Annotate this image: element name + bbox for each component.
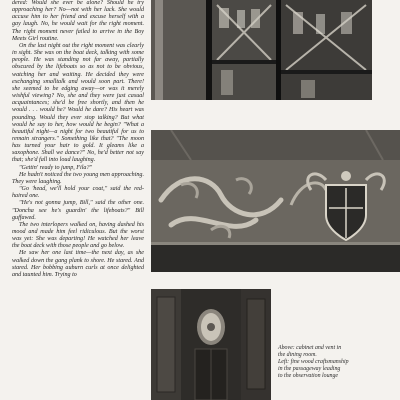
photo-caption [278, 345, 390, 380]
caption-line: Above: cabinet and vent in [278, 345, 342, 351]
article-paragraph: "Go 'head, we'll hold your coat," said the red-haired one. [12, 186, 144, 200]
article-paragraph: He hadn't noticed the two young men approaching. They were laughing. [12, 171, 144, 185]
article-paragraph: He saw her one last time—the next day, as she walked down the gang plank to shore. He stared. And stared. Her bobbing auburn curls at once delighted and taunted him. Trying to [12, 250, 144, 278]
caption-line: the dining room. [278, 352, 317, 358]
article-paragraph: "Gettin' ready to jump, Fila?" [19, 164, 93, 171]
caption-line: to the observation lounge [278, 373, 339, 379]
article-paragraph: "He's not gonna jump, Bill," said the other one. "Doncha see he's guardin' the lifeboats?" Bill guffawed. [12, 200, 144, 221]
glass-cabinet-photo [151, 0, 372, 100]
carved-wood-vent-photo [151, 130, 400, 272]
wood-paneled-passageway-photo [151, 289, 271, 400]
caption-line: Left: fine wood craftsmanship [278, 359, 349, 365]
article-text-column [12, 0, 144, 400]
article-paragraph: The two interlopers walked on, having dashed his mood and made him feel ridiculous. But the worst was yet: She was departing! He watched her leave the boat deck with those people and go below. [12, 221, 144, 250]
article-paragraph: dered: Would she ever be alone? Should he try approaching her? No—not with her lack. She would accuse him to her friend and excuse herself with a gay laugh. No, he would wait for the right moment. The right moment never failed to arrive in the Boy Meets Girl routine. [12, 0, 144, 42]
caption-line: in the passageway leading [278, 366, 341, 372]
article-paragraph: On the last night out the right moment was clearly in sight. She was on the boat deck, talking with some people. He was standing not far away, partially obscured by the lifeboats so as not to be obvious, watching her and waiting. He decided they were exchanging smalltalk and would soon part. There! she seemed to be edging away—or was it merely wishful viewing? No, she and they were just casual acquaintances; she'd be free shortly, and then he would . . . would he? Would he dare? His heart was pounding. Would they ever stop talking? But what would he say to her, how would he begin? "What a beautiful night—a night for two beautiful for us to remain strangers." Something like that? "The moon has turned your hair to gold. It gleams like a saxophone. Shall we dance?" No, he'd better not say that; she'd fall into loud laughing. [12, 42, 144, 164]
